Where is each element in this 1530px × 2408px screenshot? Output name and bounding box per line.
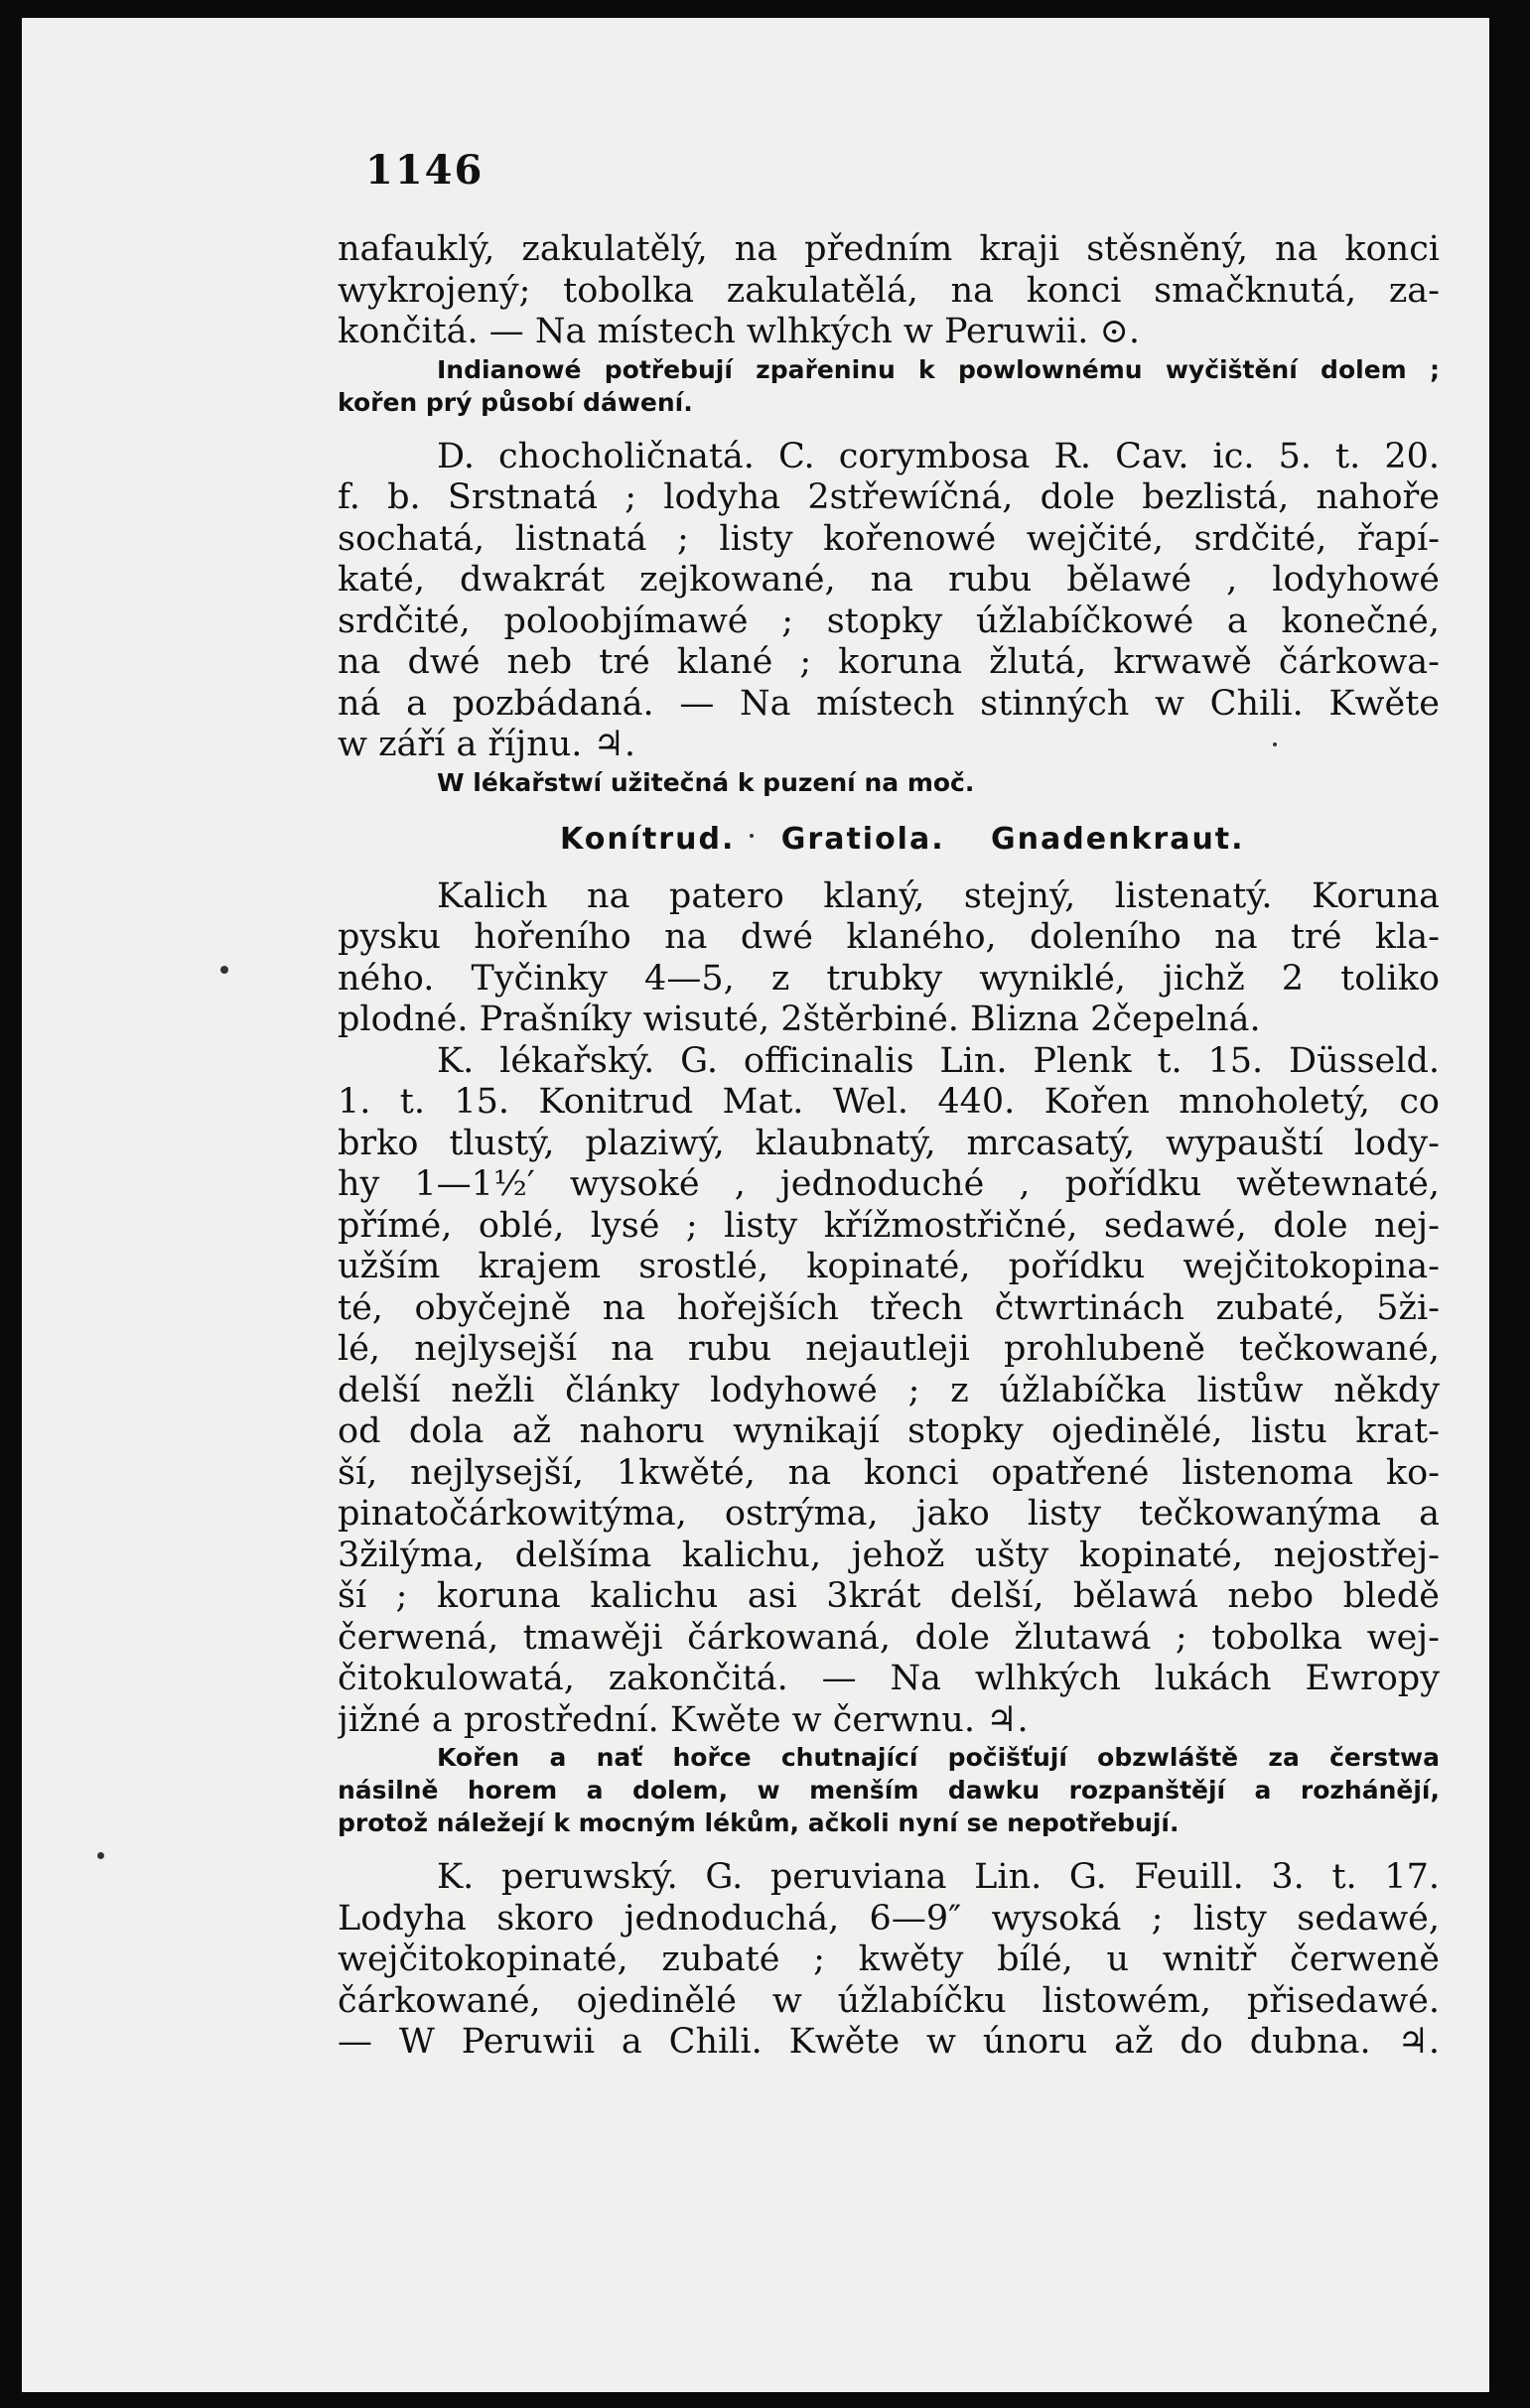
note-line: Indianowé potřebují zpařeninu k powlownému wyčištění dolem ; bbox=[437, 354, 1440, 384]
text-line: ší ; koruna kalichu asi 3krát delší, bělawá nebo bledě bbox=[338, 1576, 1440, 1616]
text-line: nafauklý, zakulatělý, na předním kraji stěsněný, na konci bbox=[338, 229, 1440, 269]
text-line: užším krajem srostlé, kopinaté, pořídku wejčitokopina- bbox=[338, 1247, 1440, 1286]
text-line: končitá. — Na místech wlhkých w Peruwii. ⊙. bbox=[338, 312, 1140, 351]
paragraph-block1 bbox=[338, 229, 1440, 353]
text-line: katé, dwakrát zejkowané, na rubu bělawé , lodyhowé bbox=[338, 560, 1440, 600]
note-line: kořen prý působí dáwení. bbox=[338, 387, 693, 417]
text-line: přímé, oblé, lysé ; listy křížmostřičné, sedawé, dole nej- bbox=[338, 1205, 1440, 1246]
text-line: čerwená, tmawěji čárkowaná, dole žlutawá ; tobolka wej- bbox=[338, 1617, 1440, 1658]
text-line: ná a pozbádaná. — Na místech stinných w Chili. Kwěte bbox=[338, 683, 1440, 724]
text-line: srdčité, poloobjímawé ; stopky úžlabíčkowé a konečné, bbox=[338, 601, 1440, 641]
text-line: ší, nejlysejší, 1kwěté, na konci opatřené listenoma ko- bbox=[338, 1452, 1440, 1493]
species-chocholicnata bbox=[338, 437, 1440, 766]
text-line: od dola až nahoru wynikají stopky ojedinělé, listu krat- bbox=[338, 1411, 1440, 1451]
note-line: Kořen a nať hořce chutnající počišťují obzwláště za čerstwa bbox=[437, 1743, 1440, 1772]
species-lekarsky bbox=[338, 1041, 1440, 1742]
text-line: 1. t. 15. Konitrud Mat. Wel. 440. Kořen mnoholetý, co bbox=[338, 1082, 1440, 1122]
text-line: čitokulowatá, zakončitá. — Na wlhkých lukách Ewropy bbox=[338, 1659, 1440, 1698]
species-heading-line: K. peruwský. G. peruviana Lin. G. Feuill. 3. t. 17. bbox=[437, 1857, 1440, 1897]
text-line: brko tlustý, plaziwý, klaubnatý, mrcasatý, wypauští lody- bbox=[338, 1123, 1440, 1163]
text-line: ného. Tyčinky 4—5, z trubky wyniklé, jichž 2 toliko bbox=[338, 958, 1440, 999]
text-line: pysku hořeního na dwé klaného, doleního na tré kla- bbox=[338, 917, 1440, 957]
note-line: protož náležejí k mocným lékům, ačkoli nyní se nepotřebují. bbox=[338, 1808, 1180, 1837]
species-heading-line: D. chocholičnatá. C. corymbosa R. Cav. ic. 5. t. 20. bbox=[437, 436, 1440, 476]
text-line: hy 1—1½′ wysoké , jednoduché , pořídku wětewnaté, bbox=[338, 1164, 1440, 1204]
text-line: plodné. Prašníky wisuté, 2štěrbiné. Blizna 2čepelná. bbox=[338, 1000, 1261, 1039]
text-line: čárkowané, ojedinělé w úžlabíčku listowém, přisedawé. bbox=[338, 1980, 1440, 2021]
text-line: na dwé neb tré klané ; koruna žlutá, krwawě čárkowa- bbox=[338, 642, 1440, 682]
footnote-usage-1 bbox=[338, 353, 1440, 419]
text-line: té, obyčejně na hořejších třech čtwrtinách zubaté, 5ži- bbox=[338, 1287, 1440, 1328]
text-line: Lodyha skoro jednoduchá, 6—9″ wysoká ; listy sedawé, bbox=[338, 1898, 1440, 1939]
genus-header: Konítrud. Gratiola. Gnadenkraut. bbox=[560, 821, 1245, 857]
page-content bbox=[338, 147, 1440, 2064]
text-line: sochatá, listnatá ; listy kořenowé wejčité, srdčité, řapí- bbox=[338, 518, 1440, 559]
text-line: — W Peruwii a Chili. Kwěte w únoru až do dubna. ♃. bbox=[338, 2022, 1440, 2062]
note-line: W lékařstwí užitečná k puzení na moč. bbox=[437, 767, 975, 797]
text-line: Kalich na patero klaný, stejný, listenatý. Koruna bbox=[437, 875, 1440, 916]
text-line: delší nežli články lodyhowé ; z úžlabíčka listůw někdy bbox=[338, 1370, 1440, 1410]
species-heading-line: K. lékařský. G. officinalis Lin. Plenk t. 15. Düsseld. bbox=[437, 1040, 1440, 1081]
text-line: jižné a prostřední. Kwěte w čerwnu. ♃. bbox=[338, 1699, 1029, 1740]
book-page bbox=[22, 18, 1489, 2392]
footnote-usage-3 bbox=[338, 1741, 1440, 1839]
ink-speck bbox=[220, 966, 228, 974]
page-number: 1146 bbox=[365, 147, 485, 194]
footnote-usage-2 bbox=[338, 766, 1440, 799]
text-line: f. b. Srstnatá ; lodyha 2střewíčná, dole bezlistá, nahoře bbox=[338, 477, 1440, 517]
species-peruwsky bbox=[338, 1857, 1440, 2064]
note-line: násilně horem a dolem, w menším dawku rozpanštějí a rozhánějí, bbox=[338, 1776, 1440, 1805]
text-line: pinatočárkowitýma, ostrýma, jako listy tečkowanýma a bbox=[338, 1494, 1440, 1534]
text-line: wykrojený; tobolka zakulatělá, na konci smačknutá, za- bbox=[338, 270, 1440, 311]
text-line: lé, nejlysejší na rubu nejautleji prohlubeně tečkowané, bbox=[338, 1329, 1440, 1369]
text-line: wejčitokopinaté, zubaté ; kwěty bílé, u wnitř čerweně bbox=[338, 1940, 1440, 1979]
text-line: w září a říjnu. ♃. bbox=[338, 725, 636, 764]
ink-speck bbox=[97, 1852, 104, 1859]
text-line: 3žilýma, delšíma kalichu, jehož ušty kopinaté, nejostřej- bbox=[338, 1535, 1440, 1575]
genus-description bbox=[338, 876, 1440, 1041]
